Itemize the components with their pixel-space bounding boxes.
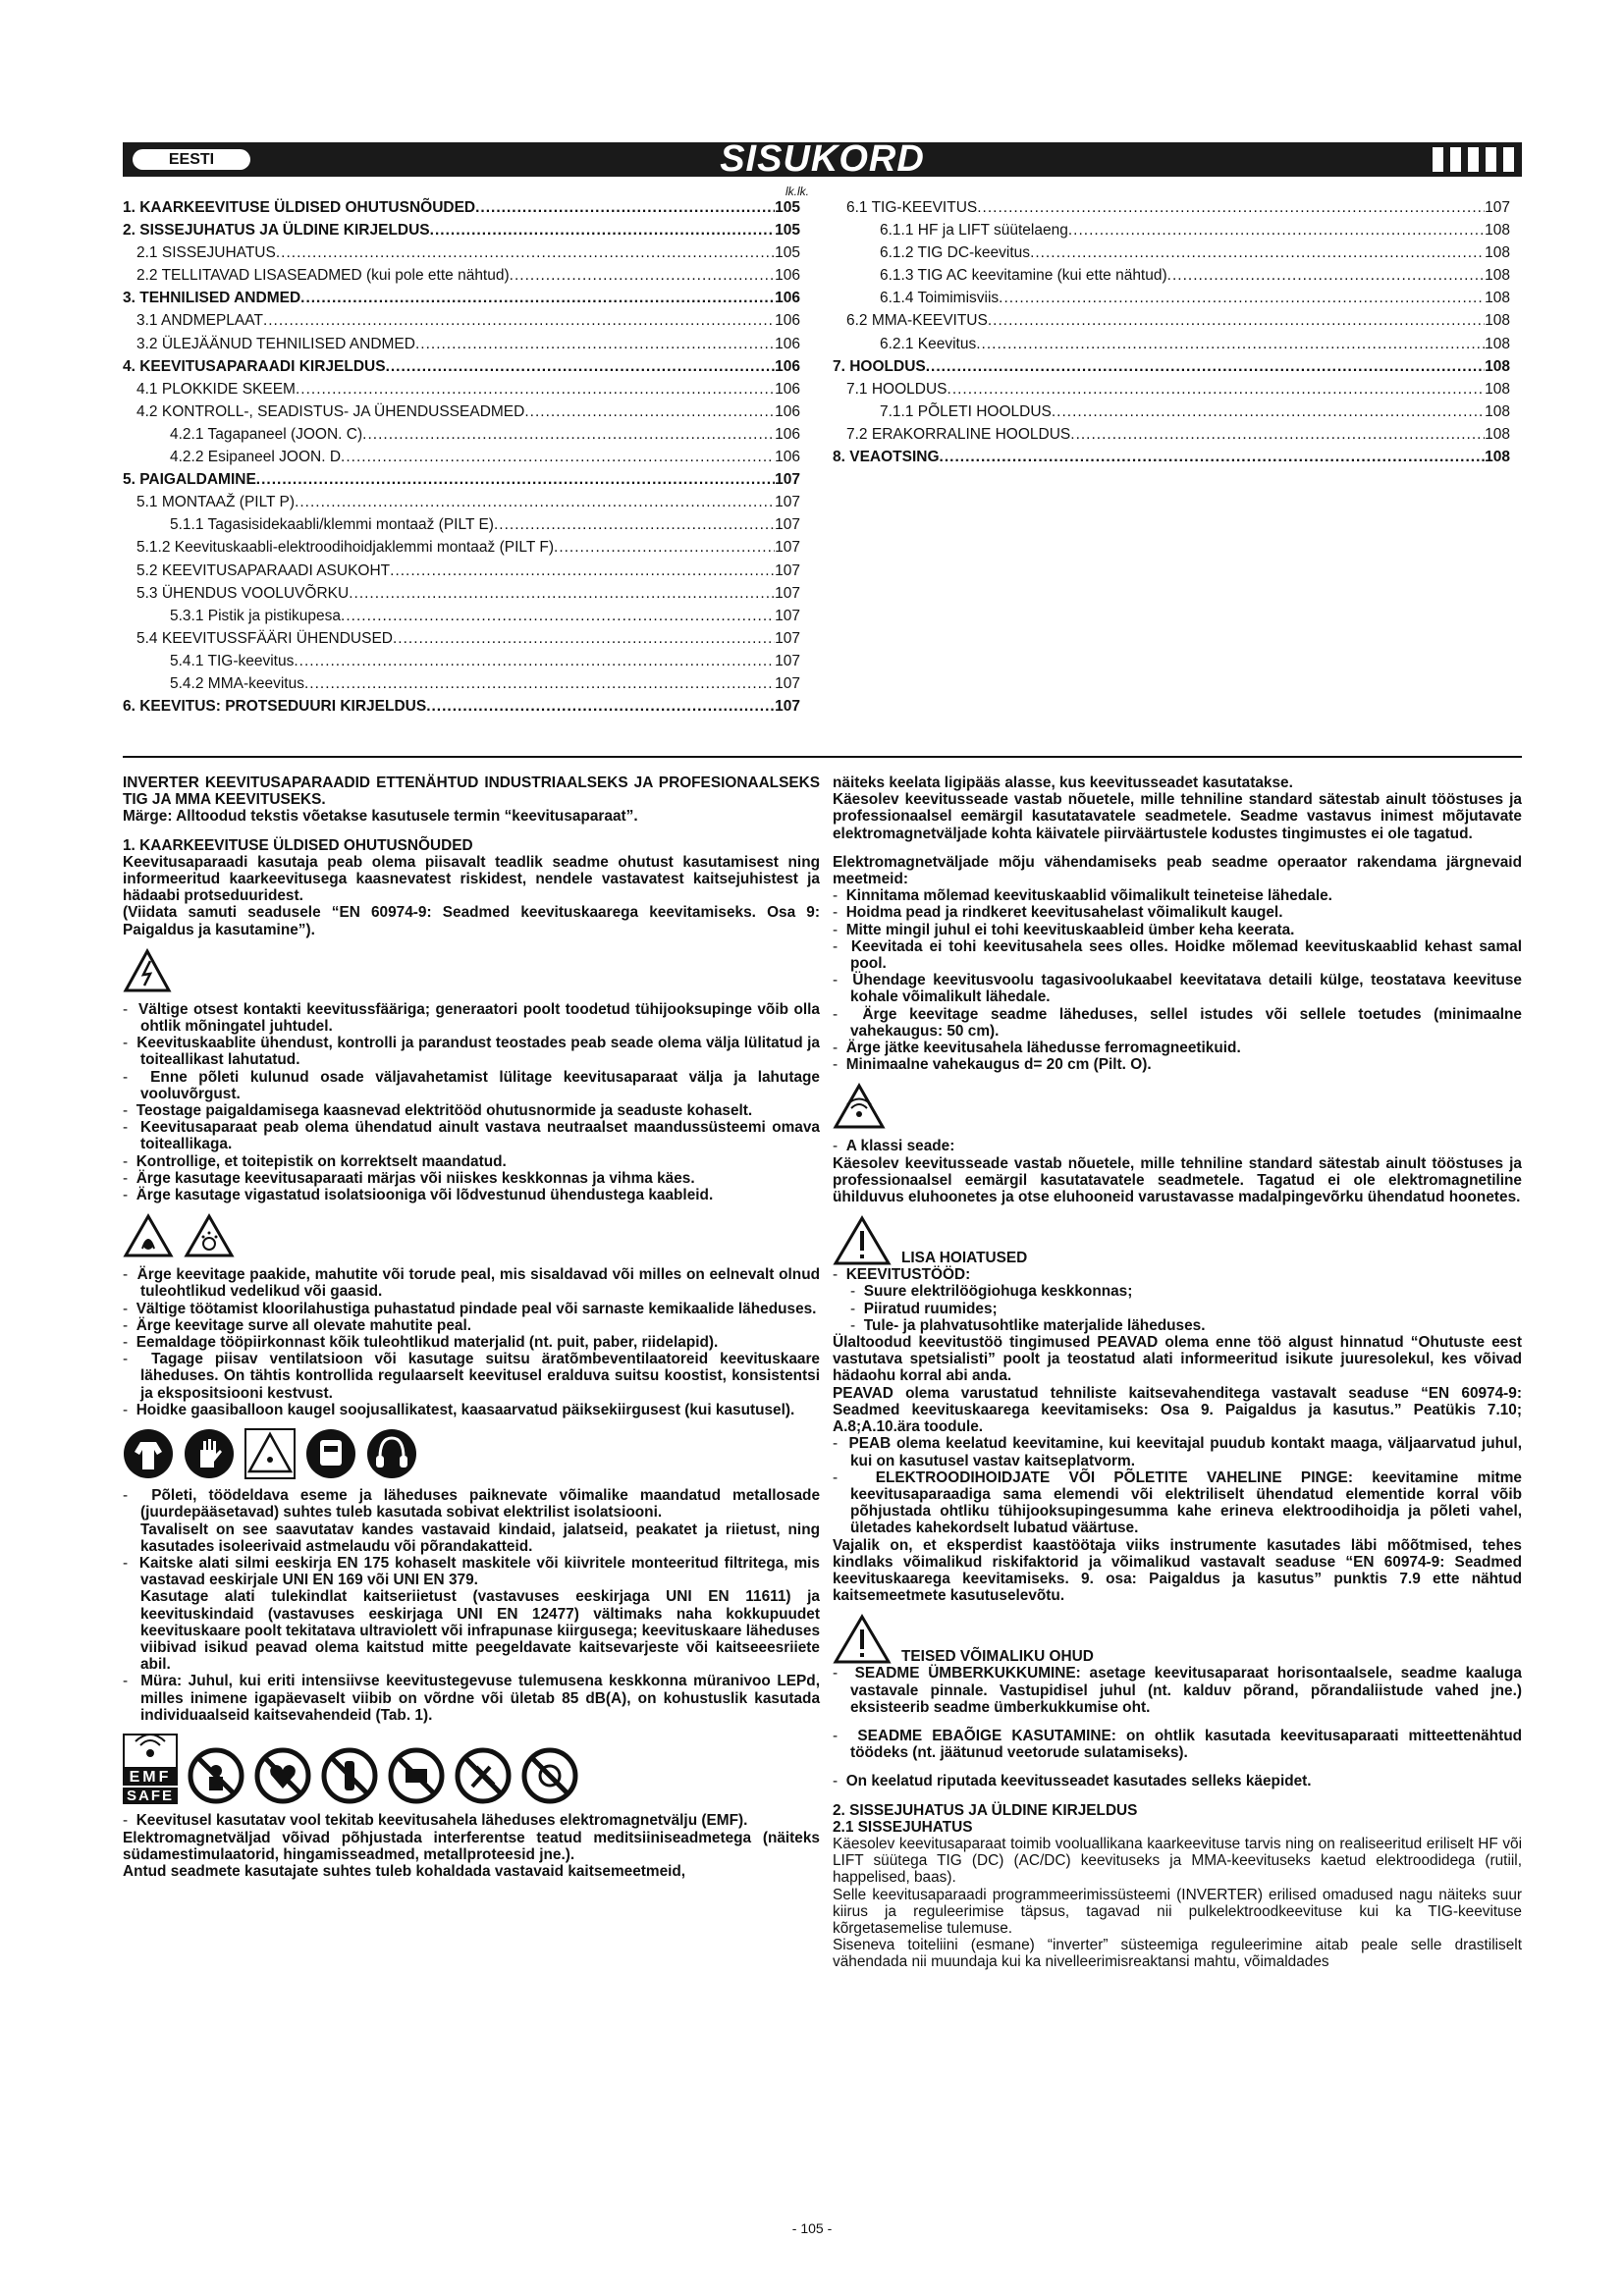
intro-note: Märge: Alltoodud tekstis võetakse kasutusele termin “keevitusaparaat”. — [123, 808, 638, 826]
list-item: - Ühendage keevitusvoolu tagasivoolukaabel keevitatava detaili külge, teostatava keevituse kohale võimalikult lähedale. — [833, 972, 1522, 1006]
toc-leader-dots — [415, 333, 775, 355]
list-item: - Kontrollige, et toitepistik on korrektselt maandatud. — [123, 1152, 507, 1170]
toc-entry — [833, 219, 1510, 241]
toc-entry-page: 105 — [775, 222, 800, 240]
right-column — [833, 774, 1522, 1971]
toc-leader-dots — [263, 309, 775, 332]
toc-entry-page: 107 — [775, 516, 800, 534]
toc-entry-page: 107 — [775, 652, 800, 669]
toc-leader-dots — [999, 287, 1485, 309]
list-item: - Keevitusaparaat peab olema ühendatud ainult vastava neutraalset maandussüsteemi omava toiteallikaga. — [123, 1119, 820, 1153]
toc-entry-title: 5.1 MONTAAŽ (PILT P) — [136, 494, 296, 511]
toc-entry-title: 6.1.3 TIG AC keevitamine (kui ette nähtud) — [880, 267, 1167, 285]
toc-entry — [833, 196, 1510, 219]
toc-entry-title: 6.1.4 Toimimisviis — [880, 290, 1000, 307]
list-item: - Ärge kasutage keevitusaparaati märjas või niiskes keskkonnas ja vihma käes. — [123, 1169, 695, 1187]
toc-leader-dots — [947, 378, 1486, 400]
toc-entry-title: 5.4.2 MMA-keevitus — [170, 674, 304, 692]
toc-leader-dots — [276, 241, 775, 264]
list-item: - Kinnitama mõlemad keevituskaablid võimalikult teineteise lähedale. — [833, 887, 1332, 905]
toc-entry — [123, 627, 800, 650]
toc-entry — [123, 287, 800, 309]
toc-entry — [123, 400, 800, 423]
toc-entry — [123, 560, 800, 582]
toc-entry-page: 108 — [1485, 290, 1510, 307]
toc-entry-title: 7.1 HOOLDUS — [846, 380, 947, 398]
toc-leader-dots — [256, 468, 775, 491]
toc-entry-title: 6. KEEVITUS: PROTSEDUURI KIRJELDUS — [123, 698, 427, 716]
lisa-title: LISA HOIATUSED — [901, 1250, 1028, 1267]
toc-entry-page: 106 — [775, 335, 800, 352]
toc-leader-dots — [988, 309, 1485, 332]
section-1-title: 1. KAARKEEVITUSE ÜLDISED OHUTUSNÕUDED — [123, 836, 473, 854]
list-item: - Tule- ja plahvatusohtlike materjalide läheduses. — [850, 1316, 1206, 1334]
toc-leader-dots — [341, 446, 775, 468]
other-hazard-3: - On keelatud riputada keevitusseadet kasutades selleks käepidet. — [833, 1773, 1312, 1790]
other-hazards-title: TEISED VÕIMALIKU OHUD — [901, 1648, 1094, 1666]
list-item: - Eemaldage tööpiirkonnast kõik tuleohtlikud materjalid (nt. puit, paber, riidelapid). — [123, 1334, 719, 1352]
toc-entry-page: 107 — [775, 629, 800, 647]
warning-triangle-icon — [833, 1215, 892, 1266]
toc-entry — [833, 355, 1510, 378]
section-2-1-paragraph-2: Selle keevitusaparaadi programmeerimissüsteemi (INVERTER) erilised omadused nagu näiteks suur kiirus ja reguleerimise täpsus, tagavad nii pulkelektroodkeevituse kui ka TIG-keevituse kõrgetasemelise tulemuse. — [833, 1886, 1522, 1937]
section-2-title: 2. SISSEJUHATUS JA ÜLDINE KIRJELDUS — [833, 1801, 1138, 1819]
non-ionizing-radiation-icon — [833, 1083, 886, 1130]
protective-gloves-icon — [184, 1428, 235, 1479]
toc-entry-title: 4.2.1 Tagapaneel (JOON. C) — [170, 425, 363, 443]
toc-entry-page: 107 — [775, 539, 800, 557]
noise-item: - Müra: Juhul, kui eriti intensiivse keevitustegevuse tulemusena keskkonna müranivoo LEPd, milles inimene igapäevaselt viibib on võrdne või ületab 85 dB(A), on kohustuslik kasutada individuaalseid kaitsevahendeid (Tab. 1). — [123, 1673, 820, 1724]
toc-leader-dots — [349, 582, 775, 605]
emf-paragraph-2: Antud seadmete kasutajate suhtes tuleb kohaldada vastavaid kaitsemeetmeid, — [123, 1862, 686, 1880]
other-hazard-2: - SEADME EBAÕIGE KASUTAMINE: on ohtlik kasutada keevitusaparaati mitteettenähtud töödeks (nt. jäätunud veetorude sulatamiseks). — [833, 1727, 1522, 1762]
toc-entry — [833, 333, 1510, 355]
toc-leader-dots — [977, 196, 1485, 219]
toc-leader-dots — [1052, 400, 1485, 423]
toc-leader-dots — [510, 264, 775, 287]
section-1-text: Keevitusaparaadi kasutaja peab olema piisavalt teadlik seadme ohutust kasutamisest ning informeeritud kaarkeevitusega kaasnevatest riskidest, nendele vastavatest kaitsejuhistest ja hädaabi protseduuridest. — [123, 853, 820, 905]
toc-entry-title: 2.1 SISSEJUHATUS — [136, 244, 276, 262]
explosion-hazard-icon — [184, 1213, 235, 1258]
toc-entry — [833, 264, 1510, 287]
header-bars-decoration — [1433, 147, 1514, 172]
toc-leader-dots — [300, 287, 775, 309]
toc-entry-title: 2. SISSEJUHATUS JA ÜLDINE KIRJELDUS — [123, 222, 430, 240]
toc-entry-page: 107 — [775, 561, 800, 579]
toc-entry-page: 106 — [775, 380, 800, 398]
other-hazards-heading-row — [833, 1614, 1522, 1665]
toc-entry-page: 108 — [1485, 267, 1510, 285]
no-heart-device-icon — [254, 1747, 311, 1804]
toc-entry — [123, 468, 800, 491]
toc-entry-title: 6.1 TIG-KEEVITUS — [846, 199, 978, 216]
toc-leader-dots — [1070, 423, 1485, 446]
toc-leader-dots — [294, 650, 775, 672]
toc-entry-title: 5.4.1 TIG-keevitus — [170, 652, 295, 669]
toc-entry-title: 3. TEHNILISED ANDMED — [123, 290, 301, 307]
list-item: - Ärge kasutage vigastatud isolatsiooniga või lõdvestunud ühendustega kaableid. — [123, 1187, 714, 1204]
toc-entry-page: 107 — [775, 471, 800, 489]
toc-leader-dots — [341, 605, 775, 627]
toc-entry — [123, 378, 800, 400]
protective-clothing-icon — [123, 1428, 174, 1479]
toc-entry — [833, 400, 1510, 423]
face-shield-icon — [305, 1428, 356, 1479]
section-1-reference: (Viidata samuti seadusele “EN 60974-9: Seadmed keevituskaarega keevitamiseks. Osa 9: Paigaldus ja kasutamine”). — [123, 904, 820, 938]
toc-leader-dots — [926, 355, 1485, 378]
emf-paragraph-1: Elektromagnetväljad võivad põhjustada interferentse teatud meditsiiniseadmetega (näiteks südamestimulaatorid, hingamisseadmed, metallproteesid jne.). — [123, 1829, 820, 1863]
list-item: - Ärge keevitage seadme läheduses, sellel istudes või sellele toetudes (minimaalne vahekaugus: 50 cm). — [833, 1005, 1522, 1040]
toc-leader-dots — [475, 196, 775, 219]
toc-entry-page: 108 — [1485, 335, 1510, 352]
toc-entry-page: 107 — [775, 698, 800, 716]
left-column — [123, 774, 820, 1880]
lisa-items-list — [833, 1283, 1522, 1334]
list-item: - Enne põleti kulunud osade väljavahetamist lülitage keevitusaparaat välja ja lahutage vooluvõrgust. — [123, 1068, 820, 1102]
toc-entry — [123, 672, 800, 695]
toc-entry — [833, 309, 1510, 332]
fire-explosion-icon-row — [123, 1213, 820, 1258]
toc-entry-title: 6.1.2 TIG DC-keevitus — [880, 244, 1031, 262]
toc-entry-page: 105 — [775, 199, 800, 216]
list-item: - Hoidma pead ja rindkeret keevitusahelast võimalikult kaugel. — [833, 904, 1283, 922]
lisa-paragraph-1: Ülaltoodud keevitustöö tingimused PEAVAD olema enne töö algust hinnatud “Ohutuste eest vastutava spetsialisti” poolt ja teostatud alati informeeritud isikute juuresolekul, kes võivad hädaohu korral abi anda. — [833, 1334, 1522, 1385]
lisa-subtitle: - KEEVITUSTÖÖD: — [833, 1266, 971, 1284]
toc-entry-page: 106 — [775, 290, 800, 307]
page-number: - 105 - — [791, 2220, 833, 2236]
toc-entry-title: 3.1 ANDMEPLAAT — [136, 312, 263, 330]
toc-entry — [123, 695, 800, 718]
toc-entry — [833, 446, 1510, 468]
emf-icon-row — [123, 1734, 820, 1804]
list-item: - Piiratud ruumides; — [850, 1300, 998, 1317]
intro-heading: INVERTER KEEVITUSAPARAADID ETTENÄHTUD INDUSTRIAALSEKS JA PROFESIONAALSEKS TIG JA MMA KEEVITUSEKS. — [123, 774, 820, 809]
no-magnetic-card-icon — [521, 1747, 578, 1804]
toc-entry — [123, 650, 800, 672]
toc-entry-page: 106 — [775, 312, 800, 330]
toc-entry-title: 4.1 PLOKKIDE SKEEM — [136, 380, 296, 398]
section-2-1-title: 2.1 SISSEJUHATUS — [833, 1818, 973, 1836]
class-a-title: - A klassi seade: — [833, 1138, 955, 1155]
toc-leader-dots — [940, 446, 1486, 468]
toc-entry-page: 106 — [775, 425, 800, 443]
toc-entry-title: 5.1.2 Keevituskaabli-elektroodihoidjaklemmi montaaž (PILT F) — [136, 539, 555, 557]
toc-leader-dots — [390, 560, 775, 582]
ear-protection-icon — [366, 1428, 417, 1479]
toc-entry-title: 4. KEEVITUSAPARAADI KIRJELDUS — [123, 357, 386, 375]
toc-entry-page: 106 — [775, 357, 800, 375]
toc-entry-title: 5.3 ÜHENDUS VOOLUVÕRKU — [136, 584, 350, 602]
isolation-item: - Põleti, töödeldava eseme ja läheduses paiknevate võimalike maandatud metallosade (juurdepääsetavad) suhtes tuleb kasutada sobivat elektrilist isolatsiooni. — [123, 1487, 821, 1522]
toc-entry-title: 1. KAARKEEVITUSE ÜLDISED OHUTUSNÕUDED — [123, 199, 476, 216]
toc-entry-title: 3.2 ÜLEJÄÄNUD TEHNILISED ANDMED — [136, 335, 415, 352]
electric-safety-list — [123, 1001, 820, 1203]
toc-entry-title: 4.2 KONTROLL-, SEADISTUS- JA ÜHENDUSSEADMED — [136, 402, 525, 420]
toc-entry-title: 5. PAIGALDAMINE — [123, 471, 256, 489]
toc-entry-title: 8. VEAOTSING — [833, 449, 940, 466]
toc-entry-page: 107 — [775, 674, 800, 692]
list-item: - Minimaalne vahekaugus d= 20 cm (Pilt. O). — [833, 1056, 1152, 1074]
toc-entry-title: 5.2 KEEVITUSAPARAADI ASUKOHT — [136, 561, 391, 579]
header-bar — [123, 138, 1522, 180]
right-paragraph-2: Käesolev keevitusseade vastab nõuetele, mille tehniline standard sätestab ainult tööstuses ja professionaalsel eemärgil kasutatavatele seadmetele. Seadme vastavus inimest mõjutavate elektromagnetväljade kohta käivatele piirväärtustele kodustes tingimustes ei ole tagatud. — [833, 791, 1522, 842]
toc-entry-page: 108 — [1485, 312, 1510, 330]
electric-hazard-icon-row — [123, 948, 820, 993]
toc-leader-dots — [494, 513, 775, 536]
lisa-paragraph-5: Vajalik on, et eksperdist kaastöötaja viiks instrumente kasutades läbi mõõtmised, tehes kindlaks võimalikud riskifaktorid ja võimalikud vastavalt seaduse “EN 60974-9: Seadmed keevituskaarega keevitamiseks. 9. osa: Paigaldus ja kasutus” punktis 7.9 ette nähtud kaitsemeetmete kasutuselevõtu. — [833, 1536, 1522, 1605]
toc-entry-title: 4.2.2 Esipaneel JOON. D — [170, 449, 342, 466]
toc-leader-dots — [976, 333, 1485, 355]
eye-protection-note: Kasutage alati tulekindlat kaitseriietust (vastavuses eeskirjaga UNI EN 11611) ja keevituskindaid (vastavuses eeskirjaga UNI EN 12477) vältimaks naha kokkupuudet keevituskaare poolt tekitatava ultraviolett või infrapunase kiirgusega; keevituskaare läheduses viibivad isikud peavad olema kaitstud mitte peegeldavate kaitsevarjeste või kaitseeesriiete abil. — [140, 1588, 821, 1674]
list-item: - Tagage piisav ventilatsioon või kasutage suitsu äratõmbeventilaatoreid keevituskaare läheduses. On tähtis kontrollida regulaarselt keevitusel eralduva suitsu koostist, konsistentsi ja ekspositsiooni kestvust. — [123, 1351, 820, 1402]
welding-mask-icon — [244, 1428, 296, 1479]
toc-entry — [123, 536, 800, 559]
list-item: - Teostage paigaldamisega kaasnevad elektritööd ohutusnormide ja seaduste kohaselt. — [123, 1102, 753, 1120]
right-paragraph-3: Elektromagnetväljade mõju vähendamiseks peab seadme operaator rakendama järgnevaid meetmeid: — [833, 853, 1522, 888]
list-item: - Hoidke gaasiballoon kaugel soojusallikatest, kaasaarvatud päiksekiirgusest (kui kasutusel). — [123, 1401, 795, 1418]
ppe-icon-row — [123, 1428, 820, 1479]
section-2-1-paragraph-1: Käesolev keevitusaparaat toimib vooluallikana kaarkeevituse tarvis ning on realiseeritud eriliselt HF või LIFT süütega TIG (DC) (AC/DC) keevituseks ja MMA-keevituseks kaetud elektroodidega (rutiil, happelised, baas). — [833, 1835, 1522, 1887]
no-metal-implant-icon — [321, 1747, 378, 1804]
toc-page-column-label: lk.lk. — [785, 185, 809, 198]
lisa-paragraph-4: - ELEKTROODIHOIDJATE VÕI PÕLETITE VAHELINE PINGE: keevitamine mitme keevitusaparaadiga sama elemendi või elektriliselt ühendatud elementide korral võib põhjustada ohtliku tühijooksupingesumma kahe erineva elektroodihoidja ja põleti vahel, ületades kahekordselt lubatud väärtuse. — [833, 1468, 1522, 1537]
toc-entry-page: 108 — [1485, 402, 1510, 420]
list-item: - Mitte mingil juhul ei tohi keevituskaableid ümber keha keerata. — [833, 921, 1295, 938]
toc-entry-page: 107 — [775, 584, 800, 602]
toc-leader-dots — [393, 627, 775, 650]
toc-entry-page: 108 — [1485, 425, 1510, 443]
lisa-paragraph-3: - PEAB olema keelatud keevitamine, kui keevitajal puudub kontakt maaga, väljaarvatud juhul, kui on kasutusel vastav kaitseplatvorm. — [833, 1435, 1522, 1469]
toc-leader-dots — [426, 695, 775, 718]
toc-entry-page: 106 — [775, 449, 800, 466]
toc-entry — [123, 309, 800, 332]
toc-entry-page: 108 — [1485, 244, 1510, 262]
list-item: - Suure elektrilöögiohuga keskkonnas; — [850, 1283, 1133, 1301]
list-item: - Keevituskaablite ühendust, kontrolli ja parandust teostades peab seade olema välja lülitatud ja toiteallikast lahutatud. — [123, 1035, 820, 1069]
emf-item: - Keevitusel kasutatav vool tekitab keevitusahela läheduses elektromagnetvälju (EMF). — [123, 1812, 748, 1830]
toc-entry-page: 108 — [1485, 449, 1510, 466]
toc-entry-page: 107 — [775, 494, 800, 511]
toc-leader-dots — [362, 423, 775, 446]
emf-measures-list — [833, 887, 1522, 1073]
toc-leader-dots — [524, 400, 775, 423]
toc-entry-title: 7.1.1 PÕLETI HOOLDUS — [880, 402, 1052, 420]
toc-entry-page: 108 — [1485, 357, 1510, 375]
toc-entry — [833, 287, 1510, 309]
toc-leader-dots — [304, 672, 775, 695]
toc-entry-page: 108 — [1485, 380, 1510, 398]
language-badge: EESTI — [133, 149, 250, 170]
list-item: - Vältige otsest kontakti keevitussfääriga; generaatori poolt toodetud tühijooksupinge võib olla ohtlik mõningatel juhtudel. — [123, 1000, 820, 1036]
eye-protection-item: - Kaitske alati silmi eeskirja EN 175 kohaselt maskitele või kiivritele monteeritud filtritega, mis vastavad eeskirjale UNI EN 169 või UNI EN 379. — [123, 1554, 820, 1589]
divider — [123, 756, 1522, 758]
toc-entry-title: 5.1.1 Tagasisidekaabli/klemmi montaaž (PILT E) — [170, 516, 494, 534]
toc-entry — [833, 423, 1510, 446]
emf-radiation-icon — [123, 1734, 178, 1769]
toc-entry — [123, 491, 800, 513]
toc-entry-page: 107 — [1485, 199, 1510, 216]
toc-leader-dots — [1068, 219, 1485, 241]
toc-entry-title: 6.2.1 Keevitus — [880, 335, 977, 352]
toc-leader-dots — [296, 378, 775, 400]
toc-entry — [123, 241, 800, 264]
radiation-icon-row — [833, 1083, 1522, 1130]
toc-entry — [123, 264, 800, 287]
isolation-item-note: Tavaliselt on see saavutatav kandes vastavaid kindaid, jalatseid, peakatet ja riietust, ning kasutades isoleerivaid astmelaudu või põrandakatteid. — [140, 1521, 820, 1555]
electric-shock-warning-icon — [123, 948, 172, 993]
list-item: - Ärge jätke keevitusahela lähedusse ferromagneetikuid. — [833, 1040, 1241, 1057]
toc-entry — [123, 582, 800, 605]
toc-entry-page: 108 — [1485, 222, 1510, 240]
toc-entry-title: 5.3.1 Pistik ja pistikupesa — [170, 607, 342, 624]
toc-leader-dots — [1167, 264, 1485, 287]
toc-leader-dots — [554, 536, 775, 559]
other-hazard-1: - SEADME ÜMBERKUKKUMINE: asetage keevitusaparaat horisontaalsele, seadme kaaluga vastavale pinnale. Vastupidisel juhul (nt. kalduv põrand, põrandaliistude vahed jne.) eksisteerib seadme ümberkukkumise oht. — [833, 1665, 1522, 1716]
list-item: - Ärge keevitage paakide, mahutite või torude peal, mis sisaldavad või milles on eelnevalt olnud tuleohtlikud vedelikud või gaasid. — [123, 1266, 820, 1301]
emf-label: EMF — [123, 1769, 178, 1786]
fire-hazard-icon — [123, 1213, 174, 1258]
toc-entry — [123, 423, 800, 446]
right-paragraph-1: näiteks keelata ligipääs alasse, kus keevitusseadet kasutatakse. — [833, 774, 1293, 791]
toc-entry — [123, 446, 800, 468]
toc-entry-title: 2.2 TELLITAVAD LISASEADMED (kui pole ette nähtud) — [136, 267, 510, 285]
no-watch-icon — [388, 1747, 445, 1804]
toc-entry — [123, 513, 800, 536]
toc-entry-title: 7.2 ERAKORRALINE HOOLDUS — [846, 425, 1071, 443]
toc-entry — [123, 333, 800, 355]
emf-safe-label: SAFE — [123, 1788, 178, 1804]
toc-entry — [123, 605, 800, 627]
toc-entry — [123, 219, 800, 241]
no-pacemaker-icon — [188, 1747, 244, 1804]
class-a-text: Käesolev keevitusseade vastab nõuetele, mille tehniline standard sätestab ainult tööstuses ja professionaalsel eemärgil kasutatavatele seadmetele. Tagatud ei ole elektromagnetiline ühilduvus eluhoonetes ja otse eluhooneid varustavasse madalpingevõrku ühendatud hoonetes. — [833, 1154, 1522, 1206]
toc-entry — [833, 378, 1510, 400]
toc-entry-page: 106 — [775, 402, 800, 420]
toc-leader-dots — [386, 355, 776, 378]
emf-safe-badge — [123, 1734, 178, 1804]
toc-entry-title: 7. HOOLDUS — [833, 357, 926, 375]
toc-entry — [123, 355, 800, 378]
page-title: SISUKORD — [720, 138, 925, 180]
warning-triangle-icon — [833, 1614, 892, 1665]
toc-entry — [833, 241, 1510, 264]
list-item: - Ärge keevitage surve all olevate mahutite peal. — [123, 1316, 471, 1334]
section-2-1-paragraph-3: Siseneva toiteliini (esmane) “inverter” süsteemiga reguleerimine aitab peale selle drastiliselt vähendada nii muundaja kui ka nivelleerimisreaktansi mahtu, võimaldades — [833, 1937, 1522, 1971]
lisa-heading-row — [833, 1215, 1522, 1266]
toc-entry-page: 106 — [775, 267, 800, 285]
toc-right — [833, 196, 1510, 468]
toc-entry-title: 6.1.1 HF ja LIFT süütelaeng — [880, 222, 1068, 240]
toc-leader-dots — [295, 491, 775, 513]
toc-leader-dots — [430, 219, 775, 241]
toc-leader-dots — [1030, 241, 1485, 264]
list-item: - Keevitada ei tohi keevitusahela sees olles. Hoidke mõlemad keevituskaablid kehast samal pool. — [833, 937, 1522, 973]
toc-entry-page: 107 — [775, 607, 800, 624]
toc-entry-page: 105 — [775, 244, 800, 262]
toc-entry — [123, 196, 800, 219]
toc-left — [123, 196, 800, 718]
fire-safety-list — [123, 1266, 820, 1418]
lisa-paragraph-2: PEAVAD olema varustatud tehniliste kaitsevahenditega vastavalt seaduse “EN 60974-9: Seadmed keevituskaarega keevitamiseks: Osa 9. Paigaldus ja kasutus.” Peatükis 7.10; A.8;A.10.ära toodule. — [833, 1384, 1522, 1436]
list-item: - Vältige töötamist kloorilahustiga puhastatud pindade peal või sarnaste kemikaalide läheduses. — [123, 1300, 817, 1317]
toc-entry-title: 6.2 MMA-KEEVITUS — [846, 312, 988, 330]
no-tools-icon — [455, 1747, 512, 1804]
toc-entry-title: 5.4 KEEVITUSSFÄÄRI ÜHENDUSED — [136, 629, 393, 647]
